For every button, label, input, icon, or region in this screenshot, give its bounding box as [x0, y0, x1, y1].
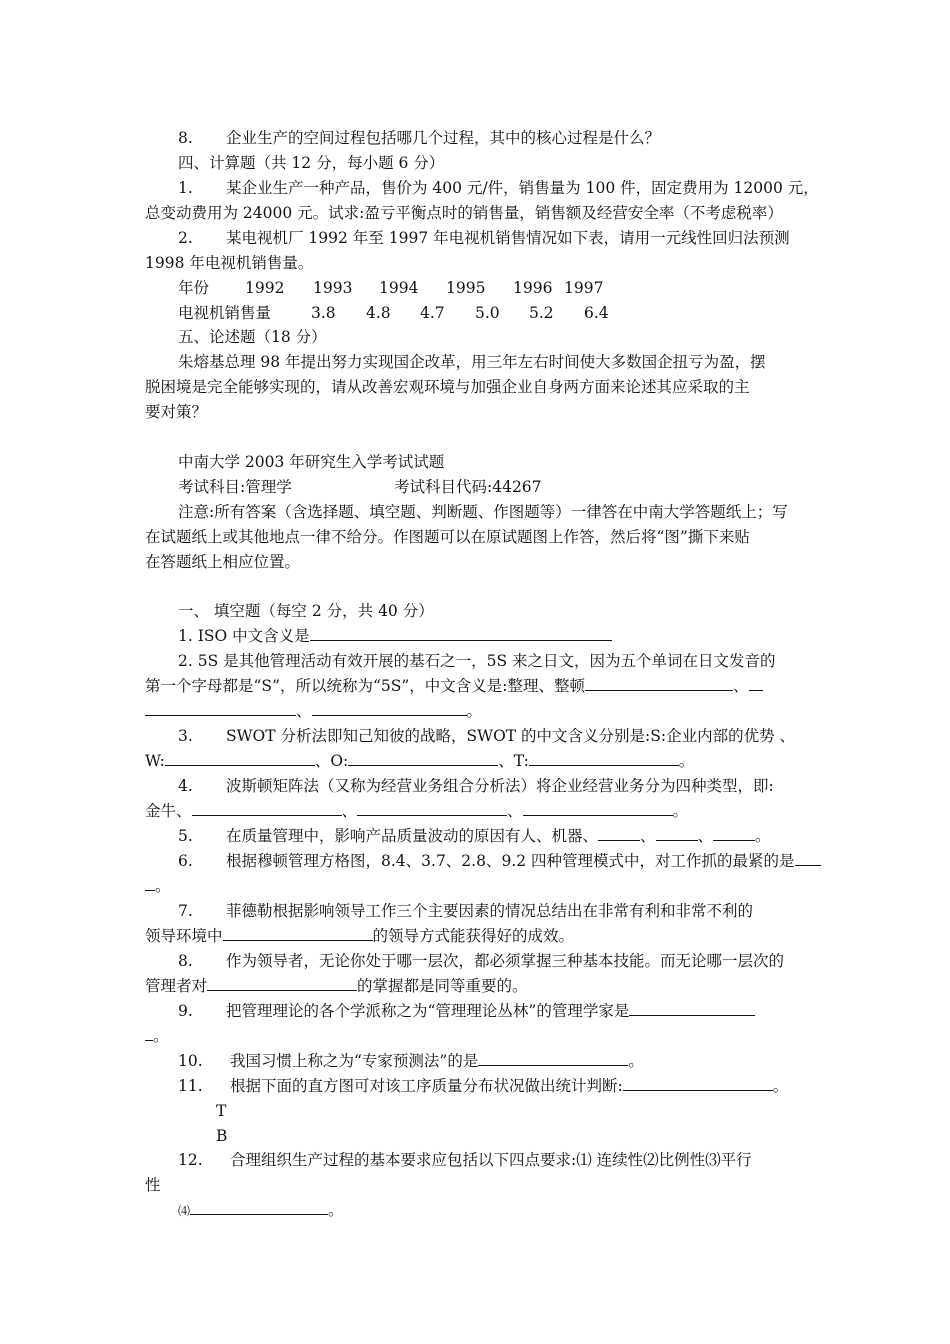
fill-q4: 4. 波斯顿矩阵法（又称为经营业务组合分析法）将企业经营业务分为四种类型，即:: [178, 777, 774, 795]
fill-q9: 9. 把管理理论的各个学派称之为“管理理论丛林”的管理学家是: [178, 1001, 843, 1021]
answer-blank[interactable]: [357, 801, 507, 816]
answer-blank[interactable]: [165, 751, 315, 766]
fill-q8-cont: 管理者对 的掌握都是同等重要的。: [145, 977, 528, 995]
essay-text-3: 要对策？: [145, 403, 208, 421]
sales-table-year-row: [178, 278, 843, 298]
notice-3: 在答题纸上相应位置。: [145, 553, 301, 571]
table-cell: 1995: [446, 279, 486, 297]
table-cell: 电视机销售量: [178, 304, 272, 322]
table-cell: 1997: [564, 279, 604, 297]
table-cell: 1994: [379, 279, 419, 297]
section-5-heading: 五、论述题（18 分）: [178, 328, 327, 346]
answer-blank[interactable]: [145, 1026, 153, 1041]
answer-blank[interactable]: [207, 976, 357, 991]
table-cell: 6.4: [584, 304, 609, 322]
answer-blank[interactable]: [598, 826, 640, 841]
fill-q4-cont: 金牛、 、 、 。: [145, 802, 689, 820]
histogram-label-t: T: [216, 1102, 227, 1120]
answer-blank[interactable]: [623, 1076, 773, 1091]
fill-q2: 2. 5S 是其他管理活动有效开展的基石之一，5S 来之日文，因为五个单词在日文发音的: [178, 652, 776, 670]
table-cell: 1996: [513, 279, 553, 297]
answer-blank[interactable]: [656, 826, 698, 841]
calc-q1: 1. 某企业生产一种产品，售价为 400 元/件，销售量为 100 件，固定费用为 12000 元，: [178, 179, 819, 197]
essay-text-1: 朱熔基总理 98 年提出努力实现国企改革，用三年左右时间使大多数国企扭亏为盈，摆: [178, 353, 766, 371]
calc-q2: 2. 某电视机厂 1992 年至 1997 年电视机销售情况如下表，请用一元线性回归法预测: [178, 229, 790, 247]
fill-q7-cont: 领导环境中 的领导方式能获得好的成效。: [145, 927, 575, 945]
answer-blank[interactable]: [713, 826, 755, 841]
fill-q10: 10. 我国习惯上称之为“专家预测法”的是 。: [178, 1052, 644, 1070]
q8-space-process: 8. 企业生产的空间过程包括哪几个过程，其中的核心过程是什么？: [178, 129, 661, 147]
fill-q3: 3. SWOT 分析法即知己知彼的战略，SWOT 的中文含义分别是:S:企业内部的优势 、: [178, 727, 796, 745]
fill-q2-cont-2: 、 。: [145, 701, 810, 721]
table-cell: 年份: [178, 279, 210, 297]
answer-blank[interactable]: [529, 751, 679, 766]
fill-q5: 5. 在质量管理中，影响产品质量波动的原因有人、机器、 、 、 。: [178, 827, 771, 845]
fill-q3-cont: W: 、O: 、T: 。: [145, 752, 695, 770]
fill-q8: 8. 作为领导者，无论你处于哪一层次，都必须掌握三种基本技能。而无论哪一层次的: [178, 952, 785, 970]
fill-q12-cont: 性: [145, 1176, 161, 1194]
table-cell: 4.8: [366, 304, 391, 322]
section-4-heading: 四、计算题（共 12 分，每小题 6 分）: [178, 154, 445, 172]
fill-q12: 12. 合理组织生产过程的基本要求应包括以下四点要求:⑴ 连续性⑵比例性⑶平行: [178, 1151, 752, 1169]
calc-q1-cont: 总变动费用为 24000 元。试求:盈亏平衡点时的销售量，销售额及经营安全率（不考虑税率）: [145, 204, 783, 222]
table-cell: 5.0: [475, 304, 500, 322]
table-cell: 1993: [313, 279, 353, 297]
table-cell: 5.2: [529, 304, 554, 322]
answer-blank[interactable]: [190, 1200, 328, 1215]
notice-1: 注意:所有答案（含选择题、填空题、判断题、作图题等）一律答在中南大学答题纸上；写: [178, 503, 788, 521]
answer-blank[interactable]: [310, 626, 612, 641]
answer-blank[interactable]: [585, 676, 733, 691]
answer-blank[interactable]: [749, 676, 763, 691]
fill-q11: 11. 根据下面的直方图可对该工序质量分布状况做出统计判断: 。: [178, 1077, 789, 1095]
sales-table-value-row: [178, 303, 843, 323]
answer-blank[interactable]: [795, 851, 821, 866]
fill-q1: 1. ISO 中文含义是: [178, 626, 843, 646]
table-cell: 3.8: [311, 304, 336, 322]
answer-blank[interactable]: [523, 801, 673, 816]
exam-title: 中南大学 2003 年研究生入学考试试题: [178, 453, 445, 471]
section-1-heading: 一、 填空题（每空 2 分，共 40 分）: [178, 602, 434, 620]
answer-blank[interactable]: [478, 1051, 628, 1066]
fill-q7: 7. 菲德勒根据影响领导工作三个主要因素的情况总结出在非常有利和非常不利的: [178, 902, 754, 920]
exam-subject-line: 考试科目:管理学 考试科目代码:44267: [178, 478, 542, 496]
answer-blank[interactable]: [629, 1001, 755, 1016]
calc-q2-cont: 1998 年电视机销售量。: [145, 254, 314, 272]
fill-q2-cont: 第一个字母都是“S”，所以统称为“5S”，中文含义是:整理、整顿 、: [145, 676, 810, 696]
fill-q9-cont: 。: [145, 1026, 810, 1046]
table-cell: 1992: [245, 279, 285, 297]
fill-q6: 6. 根据穆顿管理方格图，8.4、3.7、2.8、9.2 四种管理模式中，对工作抓的最紧的是: [178, 851, 843, 871]
answer-blank[interactable]: [145, 876, 155, 891]
answer-blank[interactable]: [192, 801, 342, 816]
answer-blank[interactable]: [145, 701, 296, 716]
answer-blank[interactable]: [348, 751, 498, 766]
notice-2: 在试题纸上或其他地点一律不给分。作图题可以在原试题图上作答，然后将“图”撕下来贴: [145, 528, 750, 546]
histogram-label-b: B: [216, 1127, 228, 1145]
table-cell: 4.7: [420, 304, 445, 322]
answer-blank[interactable]: [223, 926, 373, 941]
fill-q12-cont-2: ⑷ 。: [178, 1201, 344, 1219]
answer-blank[interactable]: [312, 701, 467, 716]
essay-text-2: 脱困境是完全能够实现的，请从改善宏观环境与加强企业自身两方面来论述其应采取的主: [145, 378, 750, 396]
fill-q6-cont: 。: [145, 876, 810, 896]
